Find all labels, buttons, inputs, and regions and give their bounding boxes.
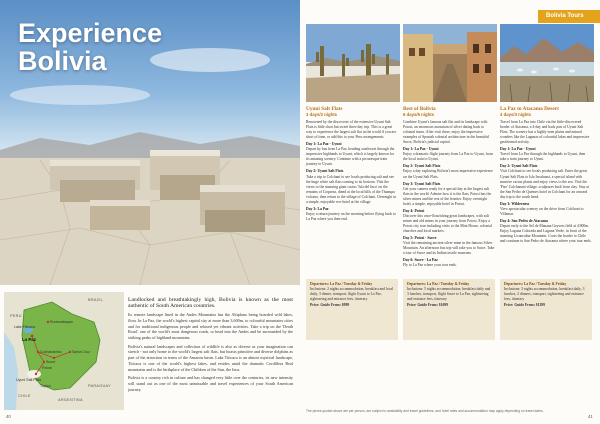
tour-day-text: Enjoy a return journey on the morning before flying back to La Paz where you then end. bbox=[306, 211, 396, 221]
map-label-rurrenabaque: Rurrenabaque bbox=[50, 320, 73, 324]
tour-duration: 6 days/5 nights bbox=[403, 112, 435, 117]
section-tag: Bolivia Tours bbox=[538, 10, 600, 23]
hero-photo-salt-flats bbox=[0, 0, 300, 285]
map-label-uyuni-salt-flats: Uyuni Salt Flats bbox=[16, 378, 42, 382]
tour-day-heading: Day 2: Uyuni Salt Flats bbox=[500, 164, 538, 169]
tour-info-box-best-of-bolivia bbox=[403, 279, 495, 340]
tour-day-text: Discover this once-flourishing great landscapes, with salt mines and old mines in your journey from Potosi. Enjoy a Potosi city tour including visits to the Mint House, colonial churches and local markets. bbox=[403, 213, 492, 233]
intro-text bbox=[128, 297, 293, 395]
tour-column-uyuni bbox=[306, 106, 398, 222]
tour-day-text: Visit Colchani to see locals producing salt. Enter the great Uyuni Salt Flats to Isla Incahuasi, a special island with massive cactus plants and enjoy views to the sea. Visit the 'Piso' Colchanata village, sculptures built from clay. Stay at the San Pedro de Quemes hotel in Colchani for an onward day trip to the south bend. bbox=[500, 169, 590, 199]
tour-day-heading: Day 3: Uyuni Salt Flats bbox=[403, 181, 441, 186]
tour-day-text: Visit the remaining ancient silver mine in the famous Silver Mountain. An afternoon bus trip will take you to Sucre. Take a tour of Sucre and its Indian textile museum. bbox=[403, 241, 495, 256]
tour-intro: Travel from La Paz into Chile via the little-discovered border of Atacama, a 4-day and back part of Uyuni Salt Flats. The scenery has a highly-seen plains and natural wonders like the Lagunas of colourful lakes and impressive geothermal activity. bbox=[500, 120, 590, 145]
tour-title: Uyuni Salt Flats bbox=[306, 106, 343, 112]
map-label-cochabamba: Cochabamba bbox=[40, 350, 62, 354]
tour-intro: Combine Uyuni's famous salt flat and its landscape with Potosi, an enormous mountain of silver dating back to colonial times. After visit these, enjoy the impressive examples of Spanish colonial architecture in the beautiful Sucre, Bolivia's judicial capital. bbox=[403, 120, 490, 145]
tour-info-box-atacama bbox=[500, 279, 592, 340]
tour-departures: Departures: La Paz / Tuesday & Friday bbox=[310, 282, 373, 286]
tour-day-text: Enjoy a dramatic flight journey from La Paz to Uyuni, from the local train to Uyuni. bbox=[403, 152, 493, 162]
tour-title: La Paz to Atacama Desert bbox=[500, 106, 559, 112]
tour-day-text: Get your camera ready for a special day at the largest salt flats in the world. Admire how it is the flats, Potosi has the silver mines and the rest of the frontier. Enjoy overnight hotel, a simple, enjoyable hotel in Potosi. bbox=[403, 186, 492, 206]
intro-paragraph-3: Bolivia is a country rich in culture and has changed very little over the centuries, its new intensity will stand out as one of the most unmissable and travel experiences of your South American journey. bbox=[128, 375, 293, 393]
map-label-peru: PERU bbox=[10, 314, 22, 318]
map-label-paraguay: PARAGUAY bbox=[88, 384, 111, 388]
bolivia-map bbox=[4, 292, 124, 410]
tour-day-heading: Day 1: La Paz - Uyuni bbox=[500, 147, 536, 152]
tour-price: Price: Guide From: $999 bbox=[310, 302, 350, 307]
right-page bbox=[300, 0, 600, 424]
map-shapes bbox=[4, 292, 124, 410]
tour-price: Price: Guide From: $1699 bbox=[407, 302, 448, 307]
photo-atacama-lagoon bbox=[500, 24, 594, 102]
tour-intro: Renowned by the discoverer of the extensive Uyuni Salt Flats is little short but sweet three day trip. This is a great way to experience the largest salt flat in the world if you are short of time, or add this to your Peru arrangements. bbox=[306, 120, 397, 140]
map-label-chile: CHILE bbox=[18, 394, 31, 398]
intro-lead: Landlocked and breathtakingly high, Bolivia is known as the most authentic of South American countries. bbox=[128, 297, 293, 310]
tour-day-text: Fly to La Paz where your tour ends. bbox=[403, 263, 457, 268]
map-label-lake-titicaca: Lake Titicaca bbox=[14, 325, 35, 329]
tour-info-box-uyuni bbox=[306, 279, 398, 340]
page-number-left: 40 bbox=[6, 414, 11, 419]
tour-duration: 3 days/2 nights bbox=[306, 112, 338, 117]
intro-paragraph-2: Bolivia's natural landscapes and collection of wildlife is also as diverse as your imagination can stretch - not only home to the world's largest salt flats, but boasts primitive and diverse dolphins as part of the attraction in terms of the Amazon basin. Lake Titicaca is an almost mystical landscape, Titicaca is one of the world's highest lakes, and resides amid the dramatic Cordillera Real mountains and is the birthplace of the Children of the Sun, the Inca. bbox=[128, 343, 293, 372]
tour-day-text: Depart early to the Sol de Manana Geysers field at 4,900m. Enjoy Laguna Colorada and Laguna Verde, in front of the stunning Licancabur Mountain. Cross the border to Chile and continue to San Pedro de Atacama where your tour ends. bbox=[500, 223, 592, 244]
hero-title-line-1: Experience bbox=[18, 18, 163, 48]
tour-day-text: Take a trip to Colchani to see locals producing salt and see the huge white salt flats coming to its horizon. Visit the views to the stunning giant cactus 'Isla del Inca' on the remains of Coqueza, dined at the local hills of the Thunupa volcano, then return to the village of Colchani. Overnight in a simple, enjoyable eco-hotel at the village. bbox=[306, 174, 397, 204]
tour-duration: 4 days/3 nights bbox=[500, 112, 532, 117]
tour-column-best-of-bolivia bbox=[403, 106, 495, 268]
map-label-argentina: ARGENTINA bbox=[58, 398, 83, 402]
footnote: The prices quoted above are per person, are subject to availability and travel guidelines, and hotel rates and accommodation may apply depending on travel dates. bbox=[306, 409, 544, 413]
tour-departures: Departures: La Paz / Tuesday & Friday bbox=[504, 282, 567, 286]
tour-day-text: Depart by bus from La Paz, heading southwest through the impressive highlands to Uyuni, which is largely known for its amazing scenery. Continue with a picturesque train journey to Uyuni. bbox=[306, 147, 395, 167]
tour-departures: Departures: La Paz / Tuesday & Friday bbox=[407, 282, 470, 286]
hero-title-line-2: Bolivia bbox=[18, 45, 107, 76]
tour-column-atacama bbox=[500, 106, 592, 244]
tour-day-text: Enjoy a day exploring Bolivia's most impressive experience on the Uyuni Salt Flats. bbox=[403, 169, 493, 179]
tour-day-heading: Day 2: Uyuni Salt Flats bbox=[306, 169, 344, 174]
tour-day-heading: Day 3: Wilderness bbox=[500, 201, 530, 206]
map-label-tupiza: Tupiza bbox=[40, 384, 51, 388]
tour-day-text: Travel from La Paz through the highlands to Uyuni, then take a train journey to Uyuni. bbox=[500, 152, 586, 162]
tour-day-heading: Day 4: Potosi bbox=[403, 208, 425, 213]
tour-inclusions: Inclusions: 2 nights accommodation, breakfast and local daily, 3 dinner, transport, flight Uyuni to La Paz, sightseeing and entrance fees, itinerary bbox=[310, 286, 394, 301]
hero-title bbox=[18, 20, 162, 75]
tour-day-heading: Day 4: San Pedro de Atacama bbox=[500, 218, 548, 223]
tour-inclusions: Inclusions: 5 nights accommodation, breakfast daily and 3 lunches, transport, flight Sucre to La Paz, sightseeing and entrance fees, itinerary bbox=[407, 286, 491, 301]
intro-paragraph-1: Its remote landscape lined in the Andes Mountains has the Altiplano being boarded wild lakes, flora. In La Paz, the world's highest capital city at more than 3,600m, to colourful mountains cities and for traditional indigenous people and relaxed yet vibrant activities. Take a trip on the 'Death Road', one of the world's most dangerous roads, or head into the Andes and be surrounded by the striking peaks of highland mountains. bbox=[128, 311, 293, 341]
tour-day-text: View spectacular scenery on the drive from Colchani to Villamar. bbox=[500, 206, 584, 216]
tour-title: Best of Bolivia bbox=[403, 106, 436, 112]
photo-uyuni-cactus bbox=[306, 24, 400, 102]
tour-day-heading: Day 1: La Paz - Uyuni bbox=[403, 147, 439, 152]
photo-potosi-street bbox=[403, 24, 497, 102]
map-label-sucre: Sucre bbox=[46, 360, 56, 364]
tour-day-heading: Day 5: Potosi - Sucre bbox=[403, 236, 437, 241]
tour-day-heading: Day 1: La Paz - Uyuni bbox=[306, 142, 342, 147]
map-label-brazil: BRAZIL bbox=[88, 298, 104, 302]
map-label-potosi: Potosí bbox=[42, 366, 53, 370]
tour-day-heading: Day 3: La Paz bbox=[306, 206, 329, 211]
map-label-la-paz: La Paz bbox=[22, 337, 36, 342]
tour-day-heading: Day 6: Sucre - La Paz bbox=[403, 258, 438, 263]
page-number-right: 41 bbox=[588, 414, 593, 419]
tour-day-heading: Day 2: Uyuni Salt Flats bbox=[403, 164, 441, 169]
tour-inclusions: Inclusions: 3 nights accommodation, breakfast daily, 3 lunches, 2 dinners, transport, sightseeing and entrance fees, itinerary bbox=[504, 286, 585, 301]
map-label-santa-cruz: Santa Cruz bbox=[72, 350, 90, 354]
tour-price: Price: Guide From: $1299 bbox=[504, 302, 545, 307]
